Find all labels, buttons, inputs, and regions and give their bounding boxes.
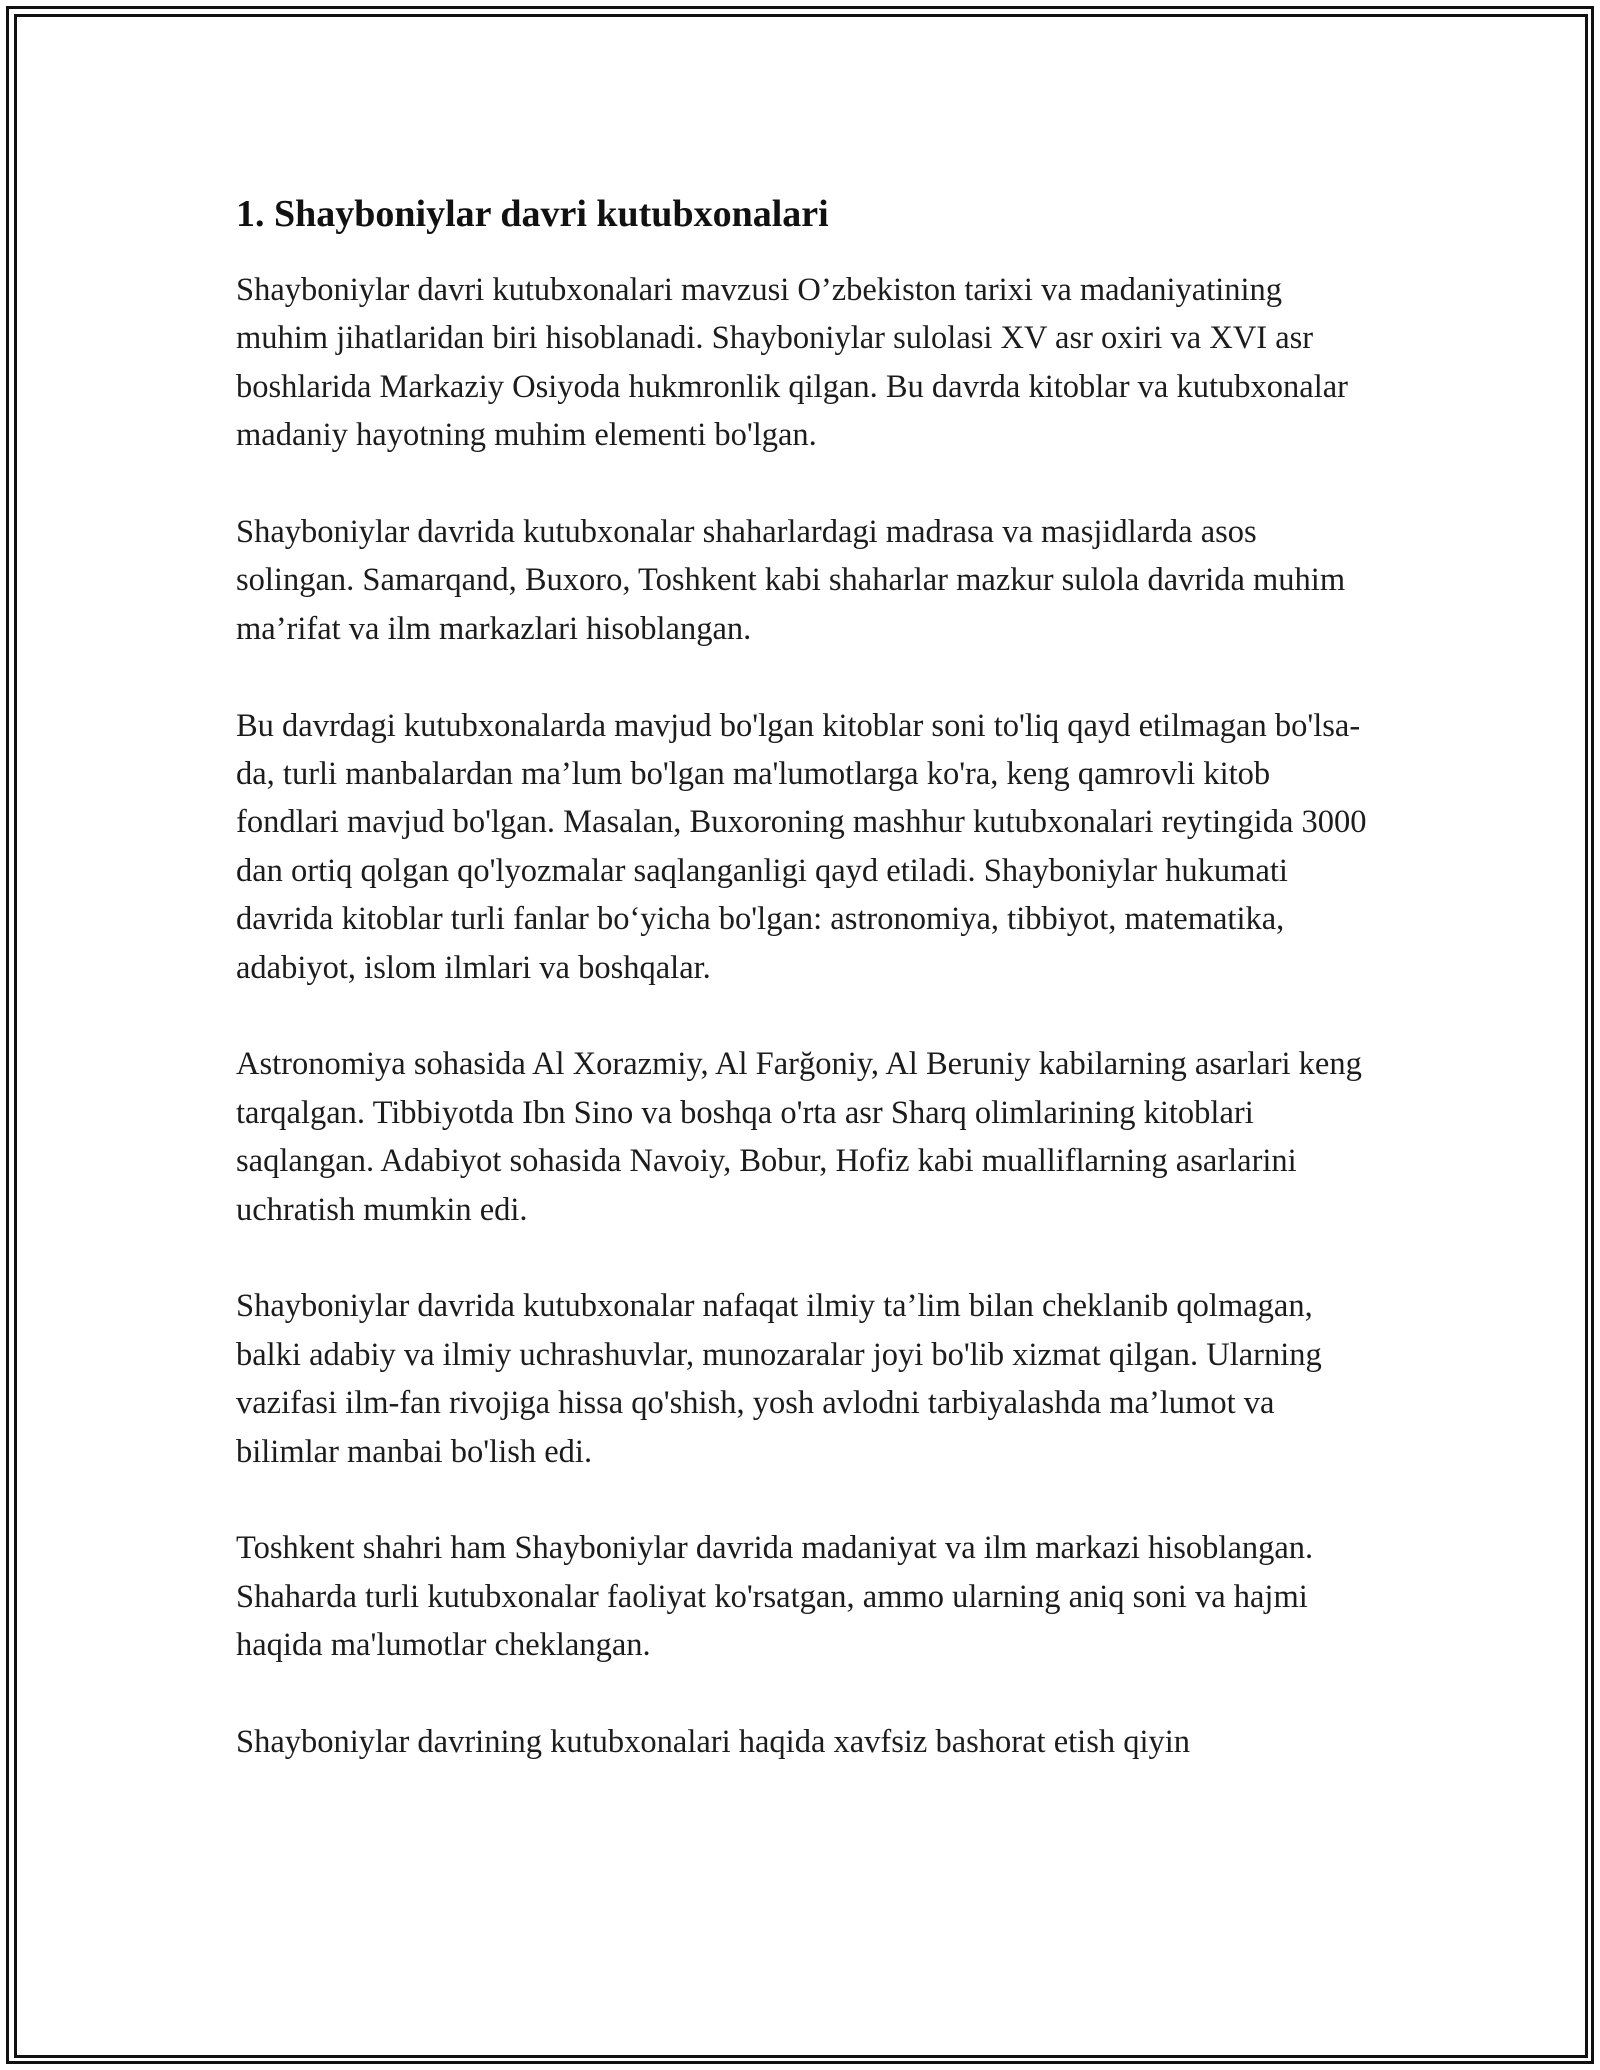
document-body — [236, 186, 1376, 1815]
paragraph-library-role: Shayboniylar davrida kutubxonalar nafaqat ilmiy ta’lim bilan cheklanib qolmagan, balki adabiy va ilmiy uchrashuvlar, munozaralar joyi bo'lib xizmat qilgan. Ularning vazifasi ilm-fan rivojiga hissa qo'shish, yosh avlodni tarbiyalashda ma’lumot va bilimlar manbai bo'lish edi. — [236, 1288, 1322, 1470]
paragraph-tashkent: Toshkent shahri ham Shayboniylar davrida madaniyat va ilm markazi hisoblangan. Shaharda turli kutubxonalar faoliyat ko'rsatgan, ammo ularning aniq soni va hajmi haqida ma'lumotlar cheklangan. — [236, 1530, 1314, 1664]
paragraph-cities: Shayboniylar davrida kutubxonalar shaharlardagi madrasa va masjidlarda asos solingan. Samarqand, Buxoro, Toshkent kabi shaharlar mazkur sulola davrida muhim ma’rifat va ilm markazlari hisoblangan. — [236, 514, 1346, 647]
section-heading: 1. Shayboniylar davri kutubxonalari — [236, 193, 829, 235]
paragraph-closing: Shayboniylar davrining kutubxonalari haqida xavfsiz bashorat etish qiyin — [236, 1724, 1191, 1761]
paragraph-intro: Shayboniylar davri kutubxonalari mavzusi O’zbekiston tarixi va madaniyatining muhim jihatlaridan biri hisoblanadi. Shayboniylar sulolasi XV asr oxiri va XVI asr boshlarida Markaziy Osiyoda hukmronlik qilgan. Bu davrda kitoblar va kutubxonalar madaniy hayotning muhim elementi bo'lgan. — [236, 272, 1348, 454]
paragraph-authors: Astronomiya sohasida Al Xorazmiy, Al Farğoniy, Al Beruniy kabilarning asarlari keng tarqalgan. Tibbiyotda Ibn Sino va boshqa o'rta asr Sharq olimlarining kitoblari saqlangan. Adabiyot sohasida Navoiy, Bobur, Hofiz kabi mualliflarning asarlarini uchratish mumkin edi. — [236, 1046, 1362, 1228]
paragraph-book-collections: Bu davrdagi kutubxonalarda mavjud bo'lgan kitoblar soni to'liq qayd etilmagan bo'lsa-da, turli manbalardan ma’lum bo'lgan ma'lumotlarga ko'ra, keng qamrovli kitob fondlari mavjud bo'lgan. Masalan, Buxoroning mashhur kutubxonalari reytingida 3000 dan ortiq qolgan qo'lyozmalar saqlanganligi qayd etiladi. Shayboniylar hukumati davrida kitoblar turli fanlar bo‘yicha bo'lgan: astronomiya, tibbiyot, matematika, adabiyot, islom ilmlari va boshqalar. — [236, 707, 1367, 986]
